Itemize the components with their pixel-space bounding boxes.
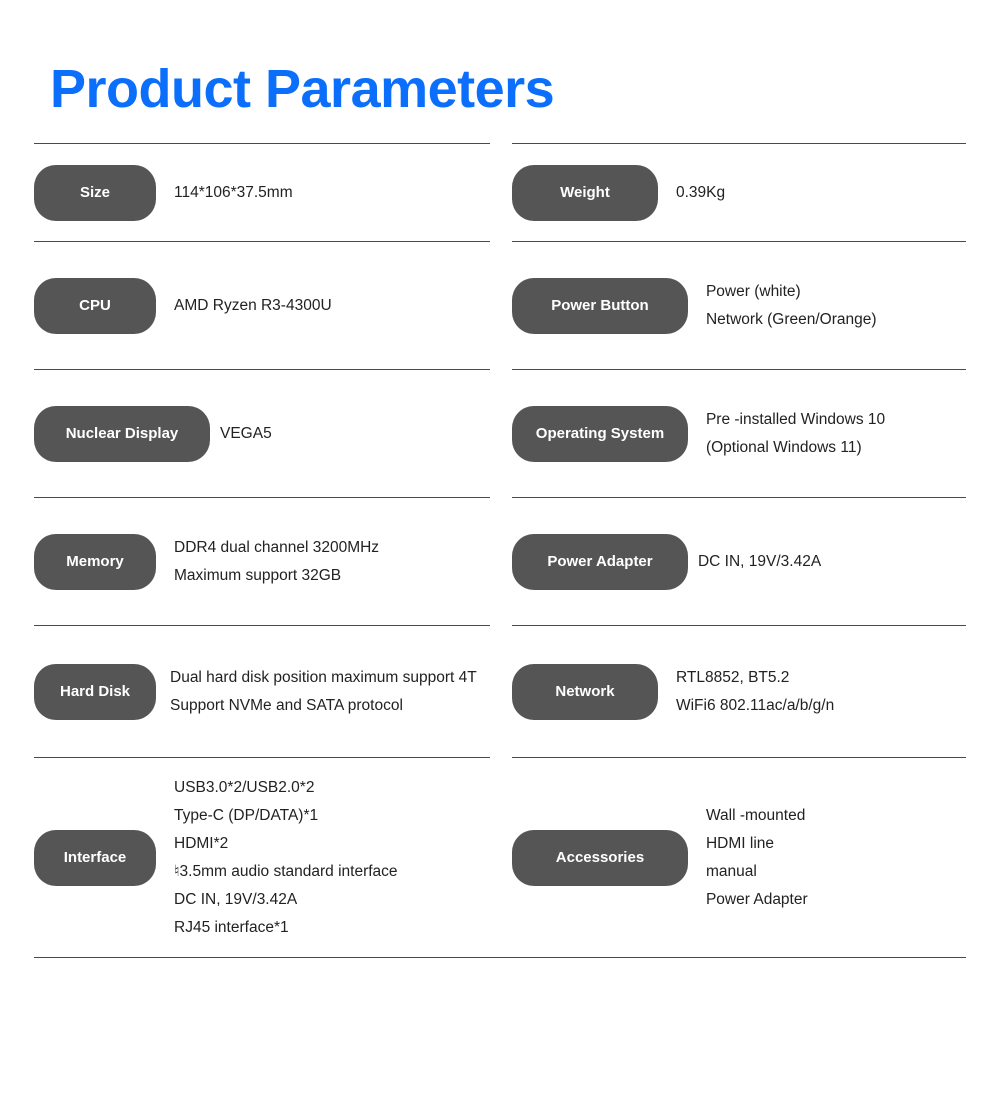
value-line: Power Adapter	[705, 890, 808, 908]
parameter-label-size: Size	[34, 165, 156, 221]
parameter-label-weight: Weight	[512, 165, 658, 221]
value-line: DC IN, 19V/3.42A	[174, 890, 298, 908]
table-row	[34, 369, 966, 497]
parameter-values-network	[676, 664, 834, 720]
value-line: Support NVMe and SATA protocol	[170, 696, 403, 714]
parameter-label-network: Network	[512, 664, 658, 720]
parameter-label-operating-system: Operating System	[512, 406, 688, 462]
parameter-cell-hard-disk	[34, 625, 490, 757]
parameter-cell-accessories	[512, 757, 966, 957]
parameter-cell-power-adapter	[512, 497, 966, 625]
parameter-values-size	[174, 179, 293, 207]
parameter-label-hard-disk: Hard Disk	[34, 664, 156, 720]
parameter-label-memory: Memory	[34, 534, 156, 590]
value-line: Wall -mounted	[705, 806, 806, 824]
value-line: DDR4 dual channel 3200MHz	[174, 538, 380, 556]
parameter-values-weight	[676, 179, 725, 207]
value-line: DC IN, 19V/3.42A	[697, 552, 822, 570]
value-line: Power (white)	[705, 282, 801, 300]
value-line: RTL8852, BT5.2	[675, 668, 790, 686]
parameter-label-accessories: Accessories	[512, 830, 688, 886]
value-line: ♮3.5mm audio standard interface	[174, 862, 398, 880]
value-line: WiFi6 802.11ac/a/b/g/n	[675, 696, 835, 714]
parameter-values-nuclear-display	[220, 420, 272, 448]
parameter-label-interface: Interface	[34, 830, 156, 886]
value-line: RJ45 interface*1	[174, 918, 289, 936]
table-row	[34, 757, 966, 957]
value-line: Maximum support 32GB	[174, 566, 342, 584]
parameter-values-memory	[174, 534, 379, 590]
value-line: (Optional Windows 11)	[705, 438, 862, 456]
parameter-cell-memory	[34, 497, 490, 625]
value-line: VEGA5	[220, 424, 272, 442]
parameter-values-interface	[174, 774, 398, 942]
parameters-table	[34, 143, 966, 958]
parameter-cell-weight	[512, 143, 966, 241]
value-line: Network (Green/Orange)	[705, 310, 877, 328]
parameter-cell-size	[34, 143, 490, 241]
page-title: Product Parameters	[50, 59, 555, 119]
value-line: Type-C (DP/DATA)*1	[174, 806, 319, 824]
parameter-values-cpu	[174, 292, 332, 320]
value-line: HDMI line	[705, 834, 775, 852]
value-line: HDMI*2	[174, 834, 229, 852]
parameter-cell-network	[512, 625, 966, 757]
parameter-cell-nuclear-display	[34, 369, 490, 497]
parameter-values-accessories	[706, 802, 808, 914]
parameter-values-operating-system	[706, 406, 885, 462]
value-line: 0.39Kg	[675, 183, 726, 201]
parameter-label-cpu: CPU	[34, 278, 156, 334]
parameter-values-power-button	[706, 278, 877, 334]
parameter-values-power-adapter	[698, 548, 821, 576]
value-line: Dual hard disk position maximum support 4T	[170, 668, 477, 686]
table-row	[34, 625, 966, 757]
value-line: 114*106*37.5mm	[174, 183, 293, 201]
parameter-cell-operating-system	[512, 369, 966, 497]
value-line: manual	[705, 862, 757, 880]
table-row	[34, 143, 966, 241]
parameter-label-power-adapter: Power Adapter	[512, 534, 688, 590]
table-row	[34, 497, 966, 625]
value-line: Pre -installed Windows 10	[705, 410, 886, 428]
parameter-label-power-button: Power Button	[512, 278, 688, 334]
parameter-values-hard-disk	[170, 664, 477, 720]
table-bottom-divider	[34, 957, 966, 958]
value-line: USB3.0*2/USB2.0*2	[174, 778, 315, 796]
value-line: AMD Ryzen R3-4300U	[174, 296, 332, 314]
table-row	[34, 241, 966, 369]
parameter-cell-interface	[34, 757, 490, 957]
parameter-cell-power-button	[512, 241, 966, 369]
parameter-label-nuclear-display: Nuclear Display	[34, 406, 210, 462]
parameter-cell-cpu	[34, 241, 490, 369]
